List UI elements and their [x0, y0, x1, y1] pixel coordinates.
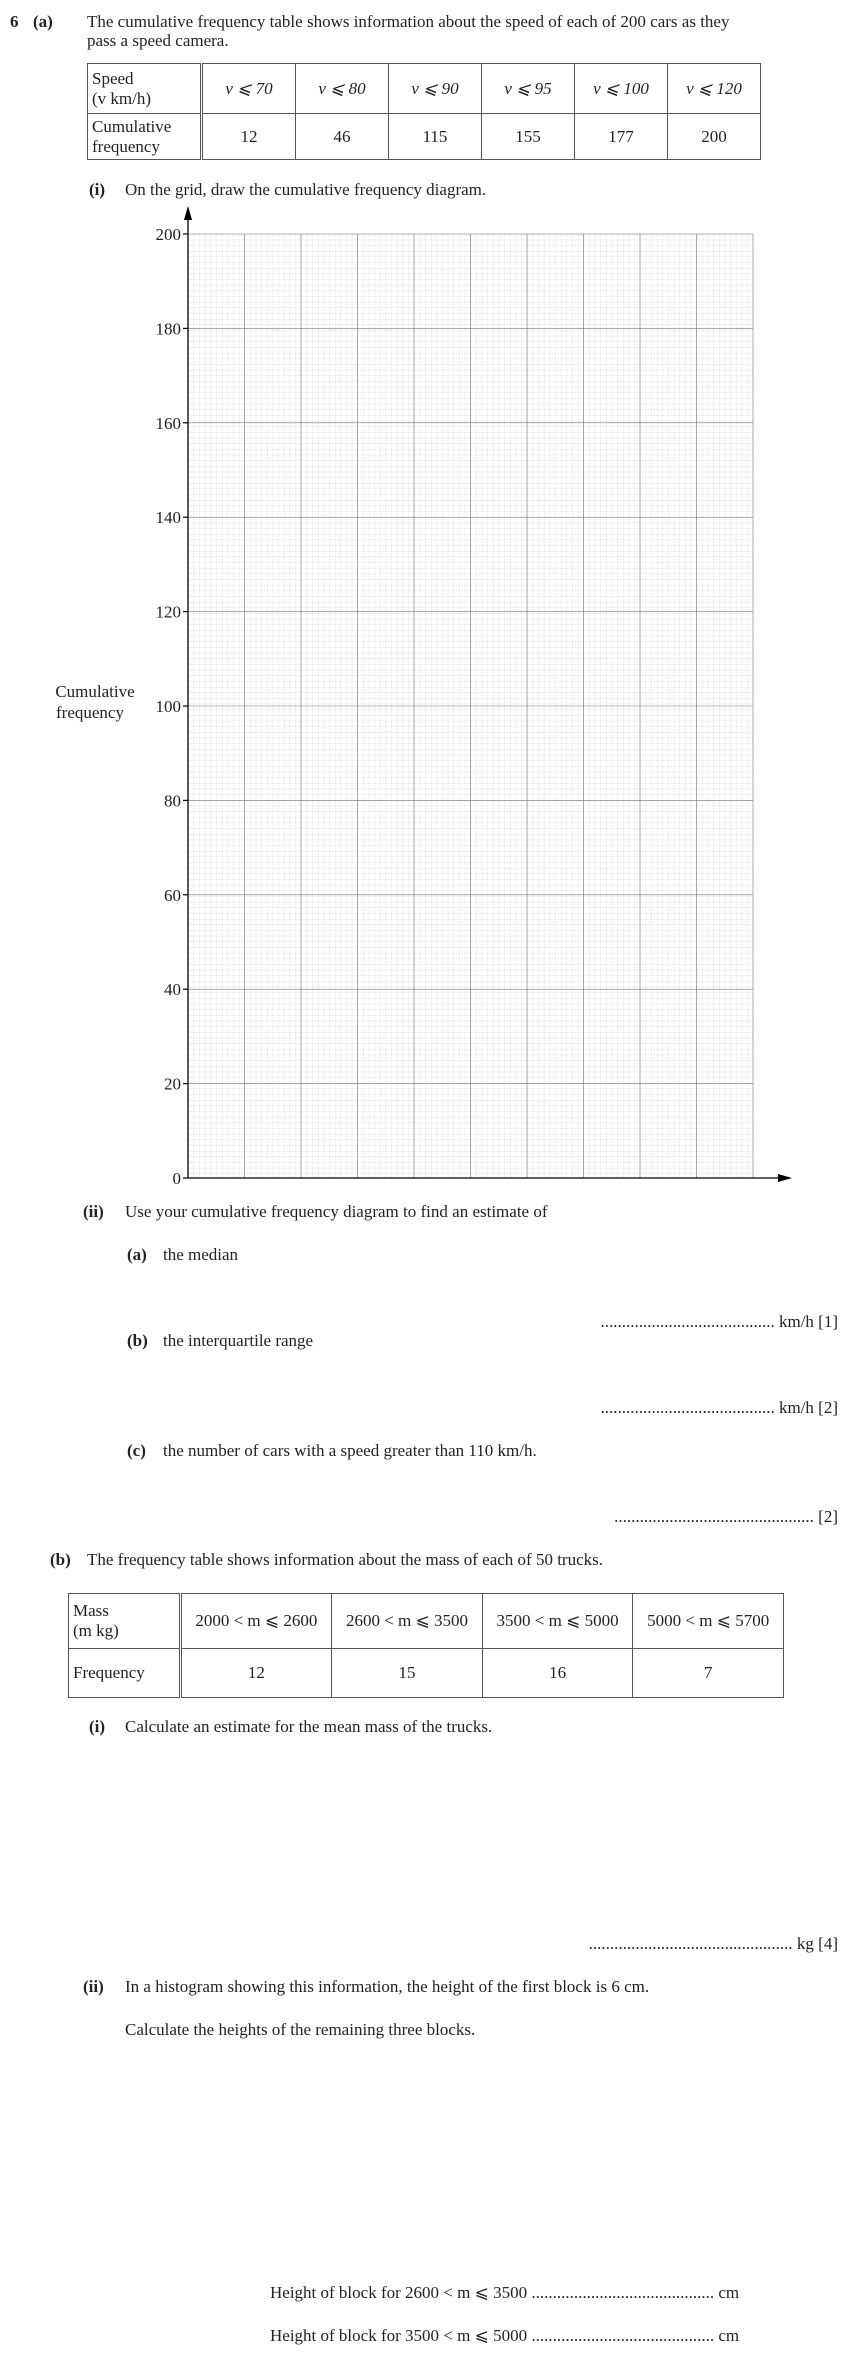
y-tick-label: 60	[164, 885, 181, 905]
cf-value-4: 155	[482, 114, 575, 160]
cf-value-5: 177	[575, 114, 668, 160]
median-answer-line[interactable]: ......................................... km/h [1]	[600, 1312, 838, 1331]
speed-col-4: v ⩽ 95	[482, 64, 575, 114]
y-tick-group	[156, 225, 189, 1188]
frequency-header: Frequency	[69, 1649, 181, 1698]
mass-freq-2: 15	[332, 1649, 483, 1698]
part-b-sub-i-text: Calculate an estimate for the mean mass of the trucks.	[125, 1717, 493, 1736]
cf-value-6: 200	[668, 114, 761, 160]
sub-ii-a-text: the median	[163, 1245, 239, 1264]
sub-ii-text: Use your cumulative frequency diagram to find an estimate of	[125, 1202, 548, 1221]
mass-col-2: 2600 < m ⩽ 3500	[332, 1594, 483, 1649]
part-a-intro-line2: pass a speed camera.	[87, 31, 229, 50]
y-tick-label: 200	[155, 225, 181, 244]
y-tick-label: 180	[155, 319, 181, 339]
sub-ii-c-label: (c)	[127, 1441, 146, 1460]
block-height-2600-3500-line[interactable]: Height of block for 2600 < m ⩽ 3500 ........................................... cm	[270, 2283, 740, 2302]
part-b-sub-ii-text1: In a histogram showing this information, the height of the first block is 6 cm.	[125, 1977, 650, 1996]
y-tick-label: 160	[155, 413, 181, 433]
mass-freq-1: 12	[180, 1649, 332, 1698]
speed-header: Speed (v km/h)	[88, 64, 202, 114]
iqr-answer-line[interactable]: ......................................... km/h [2]	[600, 1398, 838, 1417]
part-b-sub-ii-label: (ii)	[83, 1977, 104, 1996]
y-tick-label: 80	[164, 791, 181, 811]
sub-ii-label: (ii)	[83, 1202, 104, 1221]
mass-header: Mass (m kg)	[69, 1594, 181, 1649]
question-number: 6	[10, 12, 19, 31]
speed-col-2: v ⩽ 80	[296, 64, 389, 114]
part-b-intro: The frequency table shows information about the mass of each of 50 trucks.	[87, 1550, 603, 1569]
speed-col-6: v ⩽ 120	[668, 64, 761, 114]
y-tick-label: 0	[172, 1169, 181, 1188]
mass-freq-3: 16	[482, 1649, 633, 1698]
cumulative-frequency-header: Cumulative frequency	[88, 114, 202, 160]
sub-ii-a-label: (a)	[127, 1245, 147, 1264]
y-tick-label: 20	[164, 1074, 181, 1094]
y-tick-label: 100	[155, 697, 181, 716]
part-b-label: (b)	[50, 1550, 71, 1569]
block-height-3500-5000-line[interactable]: Height of block for 3500 < m ⩽ 5000 ........................................... cm	[270, 2326, 740, 2345]
sub-ii-b-label: (b)	[127, 1331, 148, 1350]
speed-col-1: v ⩽ 70	[202, 64, 296, 114]
y-tick-label: 40	[164, 980, 181, 1000]
y-axis-label-line1: Cumulative	[55, 682, 135, 701]
mass-frequency-table	[68, 1593, 784, 1698]
cars-over-110-answer-line[interactable]: ............................................... [2]	[614, 1507, 838, 1526]
part-a-intro-line1: The cumulative frequency table shows information about the speed of each of 200 cars as they	[87, 12, 730, 31]
sub-i-text: On the grid, draw the cumulative frequency diagram.	[125, 180, 487, 199]
mean-mass-answer-line[interactable]: ................................................ kg [4]	[588, 1934, 838, 1953]
mass-col-4: 5000 < m ⩽ 5700	[633, 1594, 784, 1649]
sub-ii-b-text: the interquartile range	[163, 1331, 314, 1350]
x-axis-arrow	[778, 1174, 792, 1182]
mass-col-3: 3500 < m ⩽ 5000	[482, 1594, 633, 1649]
part-b-sub-ii-text2: Calculate the heights of the remaining three blocks.	[125, 2020, 476, 2039]
mass-col-1: 2000 < m ⩽ 2600	[180, 1594, 332, 1649]
mass-freq-4: 7	[633, 1649, 784, 1698]
y-tick-label: 140	[155, 508, 181, 528]
y-axis-label-line2: frequency	[56, 703, 124, 722]
part-a-label: (a)	[33, 12, 53, 31]
cf-value-2: 46	[296, 114, 389, 160]
cf-value-1: 12	[202, 114, 296, 160]
speed-col-5: v ⩽ 100	[575, 64, 668, 114]
sub-ii-c-text: the number of cars with a speed greater than 110 km/h.	[163, 1441, 537, 1460]
part-b-sub-i-label: (i)	[89, 1717, 106, 1736]
y-axis-arrow	[184, 206, 192, 220]
y-tick-label: 120	[155, 602, 181, 622]
cf-value-3: 115	[389, 114, 482, 160]
speed-col-3: v ⩽ 90	[389, 64, 482, 114]
sub-i-label: (i)	[89, 180, 106, 199]
